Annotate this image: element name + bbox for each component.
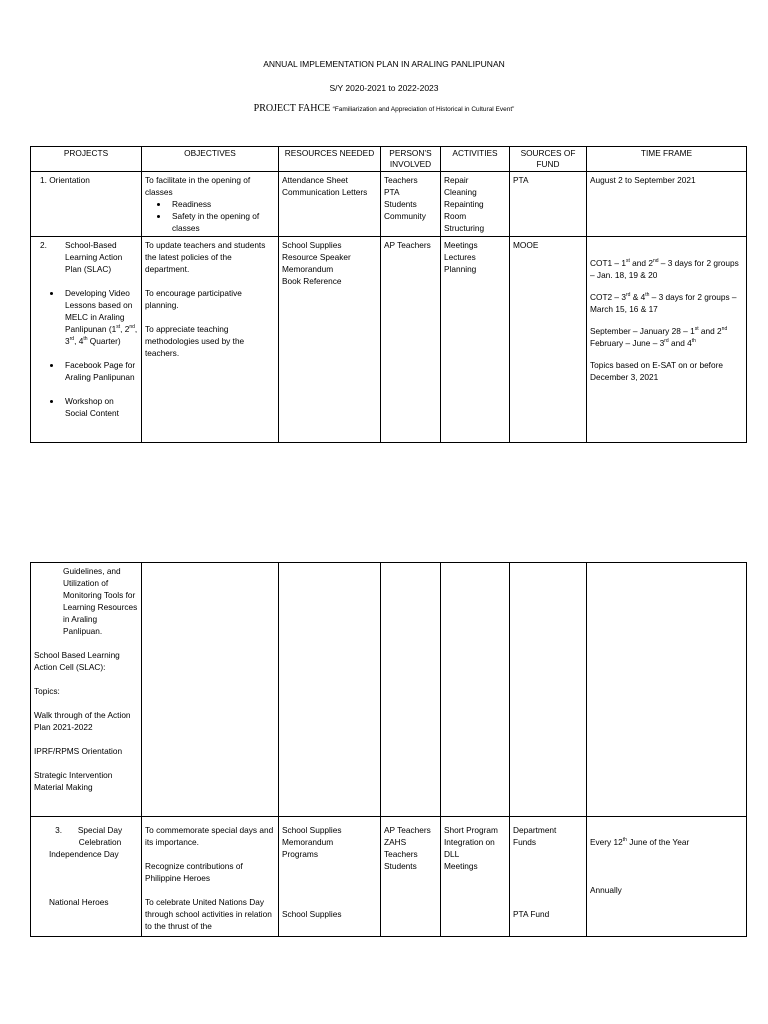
list-item: Communication Letters	[282, 187, 368, 197]
fund-cell	[510, 237, 587, 443]
list-item: Teachers	[384, 849, 418, 859]
project-continuation: Guidelines, and Utilization of Monitoring Tools for Learning Resources in Araling Panlipuan.	[63, 566, 138, 636]
list-item: AP Teachers	[384, 825, 431, 835]
list-item: Lectures	[444, 252, 476, 262]
list-item: Structuring	[444, 223, 485, 233]
activities-cell	[441, 817, 510, 937]
list-item: School Supplies	[282, 825, 342, 835]
list-item: PTA Fund	[513, 909, 550, 919]
list-item: Room	[444, 211, 467, 221]
objectives-cell	[142, 172, 279, 237]
table-row	[31, 172, 747, 237]
list-item: Integration on	[444, 837, 495, 847]
objectives-cell	[142, 237, 279, 443]
list-item: Teachers	[384, 175, 418, 185]
list-item: Repair	[444, 175, 469, 185]
list-item: Attendance Sheet	[282, 175, 348, 185]
column-header: OBJECTIVES	[142, 147, 279, 172]
project-cell	[31, 237, 142, 443]
list-item: Strategic Intervention Material Making	[34, 770, 113, 792]
resources-cell	[279, 563, 381, 817]
column-header: TIME FRAME	[587, 147, 747, 172]
column-header: PROJECTS	[31, 147, 142, 172]
column-header: ACTIVITIES	[441, 147, 510, 172]
objectives-cell	[142, 817, 279, 937]
project-title: School-Based Learning Action Plan (SLAC)	[65, 240, 123, 274]
list-item: Department	[513, 825, 557, 835]
timeframe-cell	[587, 817, 747, 937]
resources-cell	[279, 237, 381, 443]
timeframe-text: Every 12th June of the Year	[590, 837, 690, 847]
project-cell	[31, 817, 142, 937]
project-label: 1. Orientation	[40, 175, 90, 185]
table-header-row	[31, 147, 747, 172]
list-item: To update teachers and students the latest policies of the department.	[145, 240, 266, 274]
resources-cell	[279, 817, 381, 937]
slac-title: School Based Learning Action Cell (SLAC):	[34, 650, 120, 672]
objective-text: To facilitate in the opening of classes	[145, 175, 251, 197]
list-item: DLL	[444, 849, 460, 859]
list-item: School Supplies	[282, 240, 342, 250]
project-number: 2.	[40, 240, 47, 250]
persons-cell	[381, 563, 441, 817]
project-cell	[31, 563, 142, 817]
persons-cell	[381, 172, 441, 237]
timeframe-cell	[587, 172, 747, 237]
fund-cell	[510, 563, 587, 817]
project-heading-line	[34, 824, 138, 848]
timeframe-text: Annually	[590, 885, 622, 895]
list-item: Walk through of the Action Plan 2021-2022	[34, 710, 131, 732]
persons-cell	[381, 817, 441, 937]
project-heading	[0, 103, 768, 114]
list-item: To celebrate United Nations Day through school activities in relation to the thrust of the	[145, 897, 272, 931]
list-item: To commemorate special days and its importance.	[145, 825, 274, 847]
resources-cell	[279, 172, 381, 237]
list-item: Funds	[513, 837, 537, 847]
list-item: Students	[384, 861, 417, 871]
list-item: Recognize contributions of Philippine Heroes	[145, 861, 243, 883]
column-header: RESOURCES NEEDED	[279, 147, 381, 172]
table-row	[31, 817, 747, 937]
list-item: PTA	[384, 187, 400, 197]
activities-cell	[441, 237, 510, 443]
list-item: • Facebook Page for Araling Panlipunan	[62, 359, 138, 383]
list-item: • Developing Video Lessons based on MELC in Araling Panlipunan (1st, 2nd, 3rd, 4th Quarter)	[62, 287, 138, 347]
school-year: S/Y 2020-2021 to 2022-2023	[329, 83, 439, 93]
list-item: To encourage participative planning.	[145, 288, 242, 310]
timeframe-topics: Topics based on E-SAT on or before December 3, 2021	[590, 360, 723, 382]
list-item: Cleaning	[444, 187, 477, 197]
fund-text: MOOE	[513, 240, 539, 250]
list-item: Short Program	[444, 825, 498, 835]
list-item: Students	[384, 199, 417, 209]
list-item: Programs	[282, 849, 318, 859]
list-item: School Supplies	[282, 909, 342, 919]
list-item: IPRF/RPMS Orientation	[34, 746, 123, 756]
topics-label: Topics:	[34, 686, 60, 696]
timeframe-cot2: COT2 – 3rd & 4th – 3 days for 2 groups – March 15, 16 & 17	[590, 292, 737, 314]
list-item: Book Reference	[282, 276, 342, 286]
list-item: Meetings	[444, 240, 478, 250]
fund-text: PTA	[513, 175, 529, 185]
persons-text: AP Teachers	[384, 240, 431, 250]
project-subtitle: Independence Day	[49, 849, 119, 859]
fund-cell	[510, 817, 587, 937]
list-item: • Safety in the opening of classes	[169, 210, 275, 234]
timeframe-cell	[587, 563, 747, 817]
implementation-plan-table-continued	[30, 562, 747, 937]
list-item: Memorandum	[282, 837, 334, 847]
project-subtitle: National Heroes	[49, 897, 109, 907]
project-title: Special Day Celebration	[77, 825, 123, 847]
list-item: Memorandum	[282, 264, 334, 274]
list-item: • Readiness	[169, 198, 275, 210]
project-number: 3.	[55, 825, 62, 835]
column-header: PERSON’S INVOLVED	[381, 147, 441, 172]
timeframe-text: August 2 to September 2021	[590, 175, 696, 185]
table-row	[31, 563, 747, 817]
list-item: Repainting	[444, 199, 484, 209]
list-item: • Workshop on Social Content	[62, 395, 138, 419]
list-item: Meetings	[444, 861, 478, 871]
timeframe-cell	[587, 237, 747, 443]
activities-cell	[441, 172, 510, 237]
list-item: Resource Speaker	[282, 252, 351, 262]
timeframe-cot1: COT1 – 1st and 2nd – 3 days for 2 groups – Jan. 18, 19 & 20	[590, 258, 739, 280]
list-item: Planning	[444, 264, 477, 274]
persons-cell	[381, 237, 441, 443]
list-item: ZAHS	[384, 837, 407, 847]
fund-cell	[510, 172, 587, 237]
list-item: Community	[384, 211, 426, 221]
activities-cell	[441, 563, 510, 817]
list-item: To appreciate teaching methodologies used by the teachers.	[145, 324, 245, 358]
implementation-plan-table	[30, 146, 747, 443]
timeframe-september: September – January 28 – 1st and 2nd February – June – 3rd and 4th	[590, 326, 728, 348]
project-description: “Familiarization and Appreciation of Historical in Cultural Event”	[332, 106, 515, 113]
project-heading-line	[34, 239, 138, 275]
project-name: PROJECT FAHCE	[253, 103, 331, 114]
column-header: SOURCES OF FUND	[510, 147, 587, 172]
project-cell	[31, 172, 142, 237]
table-row	[31, 237, 747, 443]
objectives-cell	[142, 563, 279, 817]
document-title: ANNUAL IMPLEMENTATION PLAN IN ARALING PANLIPUNAN	[263, 59, 505, 69]
